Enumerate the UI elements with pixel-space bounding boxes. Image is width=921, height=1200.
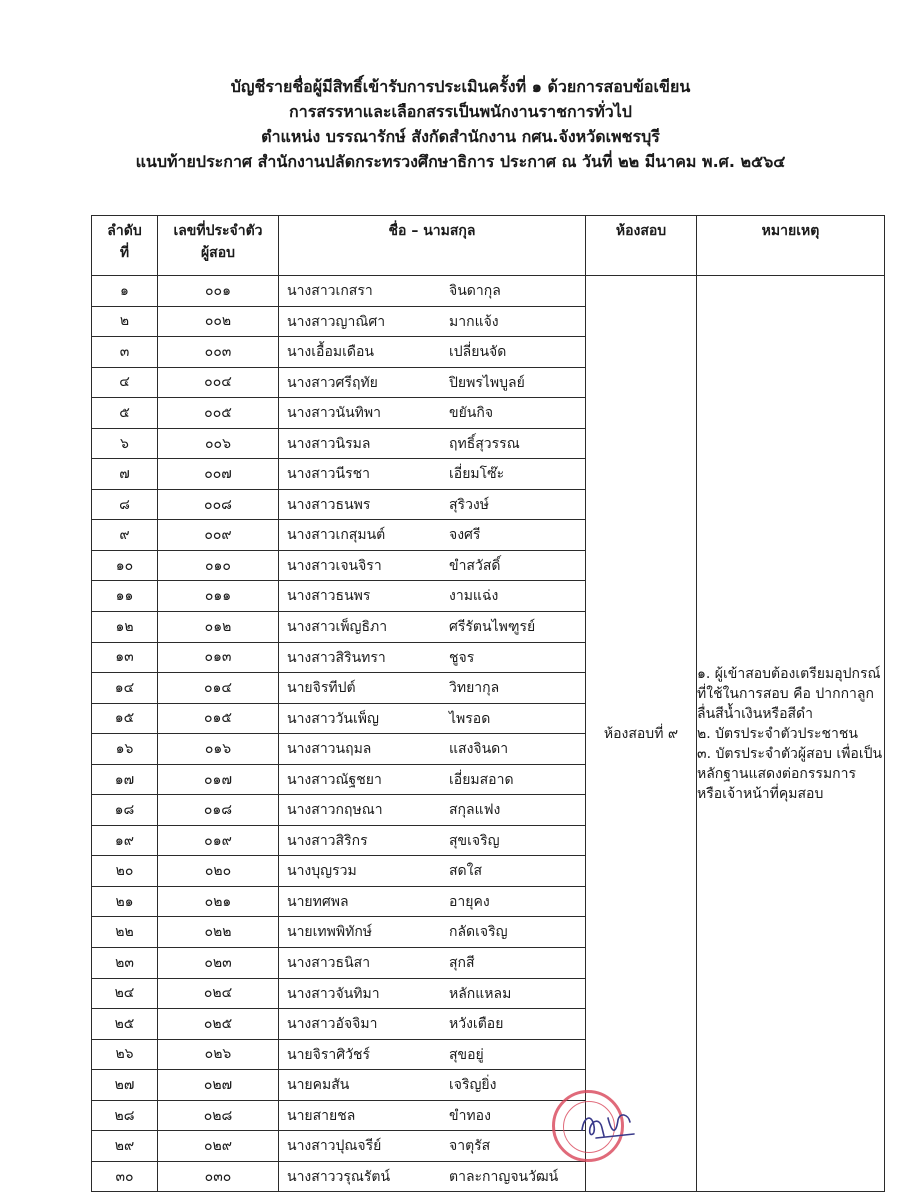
row-candidate-id: ๐๑๕ bbox=[158, 703, 279, 734]
row-order: ๑๐ bbox=[92, 550, 158, 581]
row-full-name bbox=[279, 612, 586, 643]
row-first-name: นางสาวสิริกร bbox=[287, 832, 368, 849]
row-order: ๒๔ bbox=[92, 978, 158, 1009]
row-full-name bbox=[279, 337, 586, 368]
row-first-name: นางสาวญาณิศา bbox=[287, 313, 386, 330]
col-header-id-line2: ผู้สอบ bbox=[200, 245, 236, 261]
col-header-note: หมายเหตุ bbox=[697, 216, 885, 276]
row-full-name bbox=[279, 428, 586, 459]
remark-item: ๒. บัตรประจำตัวประชาชน bbox=[697, 725, 858, 742]
row-candidate-id: ๐๐๖ bbox=[158, 428, 279, 459]
table-header-row bbox=[92, 216, 885, 276]
row-last-name: จาตุรัส bbox=[449, 1138, 491, 1155]
row-last-name: มากแจ้ง bbox=[449, 313, 499, 330]
row-order: ๗ bbox=[92, 459, 158, 490]
row-first-name: นายเทพพิทักษ์ bbox=[287, 924, 373, 941]
row-full-name bbox=[279, 306, 586, 337]
row-order: ๑๘ bbox=[92, 795, 158, 826]
row-full-name bbox=[279, 734, 586, 765]
remark-item: ๑. ผู้เข้าสอบต้องเตรียมอุปกรณ์ที่ใช้ในการสอบ คือ ปากกาลูกลื่นสีน้ำเงินหรือสีดำ bbox=[697, 665, 881, 722]
row-last-name: จินดากุล bbox=[449, 283, 501, 299]
col-header-order-line1: ลำดับ bbox=[107, 223, 142, 239]
row-first-name: นางสาวปุณจรีย์ bbox=[287, 1138, 382, 1155]
row-full-name bbox=[279, 398, 586, 429]
row-full-name bbox=[279, 367, 586, 398]
row-full-name bbox=[279, 1070, 586, 1101]
row-last-name: ศรีรัตนไพฑูรย์ bbox=[449, 619, 536, 636]
col-header-order bbox=[92, 216, 158, 276]
row-last-name: หลักแหลม bbox=[449, 985, 512, 1002]
row-candidate-id: ๐๒๓ bbox=[158, 948, 279, 979]
row-first-name: นางสาวเกสุมนต์ bbox=[287, 527, 386, 544]
row-first-name: นางสาวเกสรา bbox=[287, 283, 373, 299]
row-last-name: สุกสี bbox=[449, 955, 475, 972]
row-candidate-id: ๐๒๒ bbox=[158, 917, 279, 948]
remarks bbox=[697, 276, 885, 1192]
row-full-name bbox=[279, 1131, 586, 1162]
table-body bbox=[92, 276, 885, 1192]
row-last-name: ฤทธิ์สุวรรณ bbox=[449, 435, 520, 452]
row-candidate-id: ๐๑๗ bbox=[158, 764, 279, 795]
row-full-name bbox=[279, 703, 586, 734]
row-last-name: ปิยพรไพบูลย์ bbox=[449, 374, 525, 391]
row-first-name: นางสาววรุณรัตน์ bbox=[287, 1168, 391, 1185]
row-first-name: นางบุญรวม bbox=[287, 863, 357, 880]
signature-icon bbox=[578, 1108, 638, 1142]
row-candidate-id: ๐๓๐ bbox=[158, 1161, 279, 1192]
row-order: ๖ bbox=[92, 428, 158, 459]
header-line-2: การสรรหาและเลือกสรรเป็นพนักงานราชการทั่วไป bbox=[289, 102, 632, 121]
row-last-name: เอี่ยมสอาด bbox=[449, 771, 514, 788]
row-first-name: นางสาวนีรชา bbox=[287, 466, 370, 483]
row-order: ๓๐ bbox=[92, 1161, 158, 1192]
row-order: ๒ bbox=[92, 306, 158, 337]
row-full-name bbox=[279, 489, 586, 520]
row-candidate-id: ๐๑๘ bbox=[158, 795, 279, 826]
row-candidate-id: ๐๒๗ bbox=[158, 1070, 279, 1101]
row-candidate-id: ๐๒๔ bbox=[158, 978, 279, 1009]
row-full-name bbox=[279, 673, 586, 704]
header-line-4: แนบท้ายประกาศ สำนักงานปลัดกระทรวงศึกษาธิการ ประกาศ ณ วันที่ ๒๒ มีนาคม พ.ศ. ๒๕๖๔ bbox=[135, 152, 786, 171]
row-last-name: สุริวงษ์ bbox=[449, 496, 489, 513]
row-first-name: นางเอื้อมเดือน bbox=[287, 344, 374, 361]
row-full-name bbox=[279, 795, 586, 826]
col-header-order-line2: ที่ bbox=[119, 245, 130, 261]
row-first-name: นางสาวสิรินทรา bbox=[287, 649, 386, 666]
row-last-name: แสงจินดา bbox=[449, 741, 509, 758]
row-full-name bbox=[279, 917, 586, 948]
row-last-name: สดใส bbox=[449, 863, 483, 880]
row-candidate-id: ๐๐๓ bbox=[158, 337, 279, 368]
row-last-name: ตาละกาญจนวัฒน์ bbox=[449, 1168, 559, 1185]
row-first-name: นางสาวธนพร bbox=[287, 496, 371, 513]
row-candidate-id: ๐๐๑ bbox=[158, 276, 279, 307]
row-first-name: นางสาวอัจจิมา bbox=[287, 1016, 378, 1033]
row-order: ๙ bbox=[92, 520, 158, 551]
row-last-name: ชูจร bbox=[449, 649, 475, 666]
row-first-name: นายสายชล bbox=[287, 1107, 356, 1124]
row-first-name: นางสาวจันทิมา bbox=[287, 985, 380, 1002]
row-full-name bbox=[279, 276, 586, 307]
row-full-name bbox=[279, 1100, 586, 1131]
row-first-name: นางสาววันเพ็ญ bbox=[287, 710, 379, 727]
row-order: ๒๗ bbox=[92, 1070, 158, 1101]
row-last-name: เอี่ยมโซ๊ะ bbox=[449, 466, 505, 483]
row-full-name bbox=[279, 1161, 586, 1192]
row-first-name: นายทศพล bbox=[287, 893, 349, 910]
row-full-name bbox=[279, 459, 586, 490]
row-candidate-id: ๐๒๙ bbox=[158, 1131, 279, 1162]
table-row bbox=[92, 276, 885, 307]
row-candidate-id: ๐๐๘ bbox=[158, 489, 279, 520]
row-order: ๑๕ bbox=[92, 703, 158, 734]
row-order: ๒๘ bbox=[92, 1100, 158, 1131]
remark-item: ๓. บัตรประจำตัวผู้สอบ เพื่อเป็นหลักฐานแสดงต่อกรรมการ หรือเจ้าหน้าที่คุมสอบ bbox=[697, 745, 883, 802]
row-order: ๓ bbox=[92, 337, 158, 368]
row-last-name: ไพรอด bbox=[449, 710, 491, 727]
row-last-name: ขำทอง bbox=[449, 1107, 491, 1124]
row-full-name bbox=[279, 1009, 586, 1040]
header-line-1: บัญชีรายชื่อผู้มีสิทธิ์เข้ารับการประเมินครั้งที่ ๑ ด้วยการสอบข้อเขียน bbox=[230, 77, 691, 96]
row-first-name: นางสาวกฤษณา bbox=[287, 802, 383, 819]
row-first-name: นางสาวธนพร bbox=[287, 588, 371, 605]
row-candidate-id: ๐๒๖ bbox=[158, 1039, 279, 1070]
col-header-id-line1: เลขที่ประจำตัว bbox=[173, 223, 263, 239]
col-header-id bbox=[158, 216, 279, 276]
row-candidate-id: ๐๐๗ bbox=[158, 459, 279, 490]
row-last-name: สุขเจริญ bbox=[449, 832, 500, 849]
row-first-name: นายจิราศิวัชร์ bbox=[287, 1046, 370, 1063]
row-first-name: นางสาวนฤมล bbox=[287, 741, 372, 758]
row-last-name: ขำสวัสดิ์ bbox=[449, 557, 501, 574]
row-order: ๒๑ bbox=[92, 886, 158, 917]
row-last-name: เปลี่ยนจัด bbox=[449, 344, 507, 361]
row-last-name: งามแฉ่ง bbox=[449, 588, 499, 605]
row-order: ๒๒ bbox=[92, 917, 158, 948]
row-full-name bbox=[279, 520, 586, 551]
row-candidate-id: ๐๒๕ bbox=[158, 1009, 279, 1040]
row-full-name bbox=[279, 948, 586, 979]
row-last-name: จงศรี bbox=[449, 527, 481, 544]
row-full-name bbox=[279, 550, 586, 581]
row-first-name: นางสาวเพ็ญธิภา bbox=[287, 619, 388, 636]
row-order: ๒๓ bbox=[92, 948, 158, 979]
row-first-name: นายคมสัน bbox=[287, 1077, 350, 1094]
row-candidate-id: ๐๐๙ bbox=[158, 520, 279, 551]
row-first-name: นางสาวเจนจิรา bbox=[287, 557, 382, 574]
row-candidate-id: ๐๐๔ bbox=[158, 367, 279, 398]
row-candidate-id: ๐๑๙ bbox=[158, 825, 279, 856]
row-first-name: นางสาวนันทิพา bbox=[287, 405, 381, 422]
row-candidate-id: ๐๒๑ bbox=[158, 886, 279, 917]
row-order: ๑๙ bbox=[92, 825, 158, 856]
row-full-name bbox=[279, 581, 586, 612]
candidate-table bbox=[91, 215, 885, 1192]
row-last-name: วิทยากุล bbox=[449, 680, 500, 697]
row-candidate-id: ๐๑๓ bbox=[158, 642, 279, 673]
row-order: ๑ bbox=[92, 276, 158, 307]
row-first-name: นายจิรทีปต์ bbox=[287, 680, 356, 697]
row-order: ๑๔ bbox=[92, 673, 158, 704]
row-full-name bbox=[279, 642, 586, 673]
row-order: ๑๑ bbox=[92, 581, 158, 612]
row-full-name bbox=[279, 978, 586, 1009]
row-order: ๑๓ bbox=[92, 642, 158, 673]
row-order: ๕ bbox=[92, 398, 158, 429]
row-last-name: กลัดเจริญ bbox=[449, 924, 508, 941]
row-order: ๔ bbox=[92, 367, 158, 398]
row-first-name: นางสาวนิรมล bbox=[287, 435, 371, 452]
row-candidate-id: ๐๑๐ bbox=[158, 550, 279, 581]
row-last-name: สุขอยู่ bbox=[449, 1046, 484, 1063]
row-first-name: นางสาวธนิสา bbox=[287, 955, 371, 972]
row-last-name: หวังเตือย bbox=[449, 1016, 504, 1033]
row-order: ๑๖ bbox=[92, 734, 158, 765]
row-first-name: นางสาวศรีฤทัย bbox=[287, 374, 378, 391]
row-full-name bbox=[279, 764, 586, 795]
row-full-name bbox=[279, 886, 586, 917]
row-candidate-id: ๐๒๐ bbox=[158, 856, 279, 887]
exam-room: ห้องสอบที่ ๙ bbox=[586, 276, 697, 1192]
row-order: ๒๕ bbox=[92, 1009, 158, 1040]
row-order: ๘ bbox=[92, 489, 158, 520]
row-full-name bbox=[279, 1039, 586, 1070]
row-order: ๒๖ bbox=[92, 1039, 158, 1070]
row-first-name: นางสาวณัฐชยา bbox=[287, 771, 382, 788]
row-full-name bbox=[279, 825, 586, 856]
col-header-name: ชื่อ – นามสกุล bbox=[279, 216, 586, 276]
row-full-name bbox=[279, 856, 586, 887]
row-candidate-id: ๐๐๒ bbox=[158, 306, 279, 337]
document-header bbox=[0, 74, 921, 174]
row-order: ๑๒ bbox=[92, 612, 158, 643]
row-last-name: สกุลแฟง bbox=[449, 802, 501, 819]
col-header-room: ห้องสอบ bbox=[586, 216, 697, 276]
row-order: ๑๗ bbox=[92, 764, 158, 795]
row-candidate-id: ๐๑๔ bbox=[158, 673, 279, 704]
row-candidate-id: ๐๑๒ bbox=[158, 612, 279, 643]
row-candidate-id: ๐๒๘ bbox=[158, 1100, 279, 1131]
row-last-name: เจริญยิ่ง bbox=[449, 1077, 497, 1094]
row-candidate-id: ๐๑๑ bbox=[158, 581, 279, 612]
row-last-name: อายุคง bbox=[449, 893, 490, 910]
header-line-3: ตำแหน่ง บรรณารักษ์ สังกัดสำนักงาน กศน.จังหวัดเพชรบุรี bbox=[261, 127, 660, 146]
row-order: ๒๙ bbox=[92, 1131, 158, 1162]
row-order: ๒๐ bbox=[92, 856, 158, 887]
row-candidate-id: ๐๐๕ bbox=[158, 398, 279, 429]
row-last-name: ขยันกิจ bbox=[449, 405, 494, 422]
row-candidate-id: ๐๑๖ bbox=[158, 734, 279, 765]
